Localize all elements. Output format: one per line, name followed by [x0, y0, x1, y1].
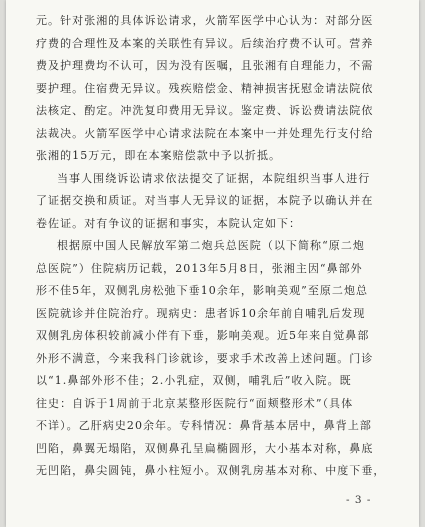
- text-line: 了证据交换和质证。对当事人无异议的证据，本院予以确认并在: [36, 194, 374, 207]
- text-line: 张湘的15万元，即在本案赔偿款中予以折抵。: [36, 149, 282, 162]
- text-line: 医院就诊并住院治疗。现病史：患者诉10余年前自哺乳后发现: [36, 306, 366, 320]
- text-line: 形不佳5年，双侧乳房松弛下垂10余年，影响美观”至原二炮总: [36, 284, 369, 297]
- page-number: - 3 -: [346, 494, 372, 506]
- text-line: 无凹陷，鼻尖圆钝，鼻小柱短小。双侧乳房基本对称、中度下垂，: [36, 464, 386, 477]
- text-line: 元。针对张湘的具体诉讼请求，火箭军医学中心认为：对部分医: [36, 14, 374, 27]
- text-line: 外形不满意，今来我科门诊就诊，要求手术改善上述问题。门诊: [36, 351, 374, 365]
- text-line: 卷佐证。对有争议的证据和事实，本院认定如下：: [36, 216, 302, 230]
- paragraph-start-line: 当事人围绕诉讼请求依法提交了证据，本院组织当事人进行: [57, 171, 371, 185]
- text-line: 往史：自诉于1周前于北京某整形医院行“面颊整形术”（具体: [36, 396, 354, 410]
- text-line: 凹陷，鼻翼无塌陷，双侧鼻孔呈扁椭圆形，大小基本对称，鼻底: [36, 441, 374, 455]
- text-line: 要护理。住宿费无异议。残疾赔偿金、精神损害抚慰金请法院依: [36, 81, 374, 95]
- text-line: 总医院”）住院病历记载，2013年5月8日，张湘主因“鼻部外: [36, 261, 363, 275]
- text-line: 双侧乳房体积较前减小伴有下垂，影响美观。近5年来自觉鼻部: [36, 329, 370, 342]
- text-line: 法核定、酌定。冲洗复印费用无异议。鉴定费、诉讼费请法院依: [36, 104, 374, 117]
- document-page: [6, 0, 419, 527]
- body-text: [36, 10, 398, 483]
- text-line: 法裁决。火箭军医学中心请求法院在本案中一并处理先行支付给: [36, 126, 374, 140]
- text-line: 费及护理费均不认可，因为没有医嘱，且张湘有自理能力，不需: [36, 59, 374, 72]
- paragraph-start-line: 根据原中国人民解放军第二炮兵总医院（以下简称“原二炮: [57, 239, 365, 252]
- text-line: 不详）。乙肝病史20余年。专科情况：鼻背基本居中，鼻背上部: [36, 419, 372, 432]
- text-line: 以“1.鼻部外形不佳；2.小乳症，双侧，哺乳后”收入院。既: [36, 374, 352, 387]
- text-line: 疗费的合理性及本案的关联性有异议。后续治疗费不认可。营养: [36, 36, 374, 50]
